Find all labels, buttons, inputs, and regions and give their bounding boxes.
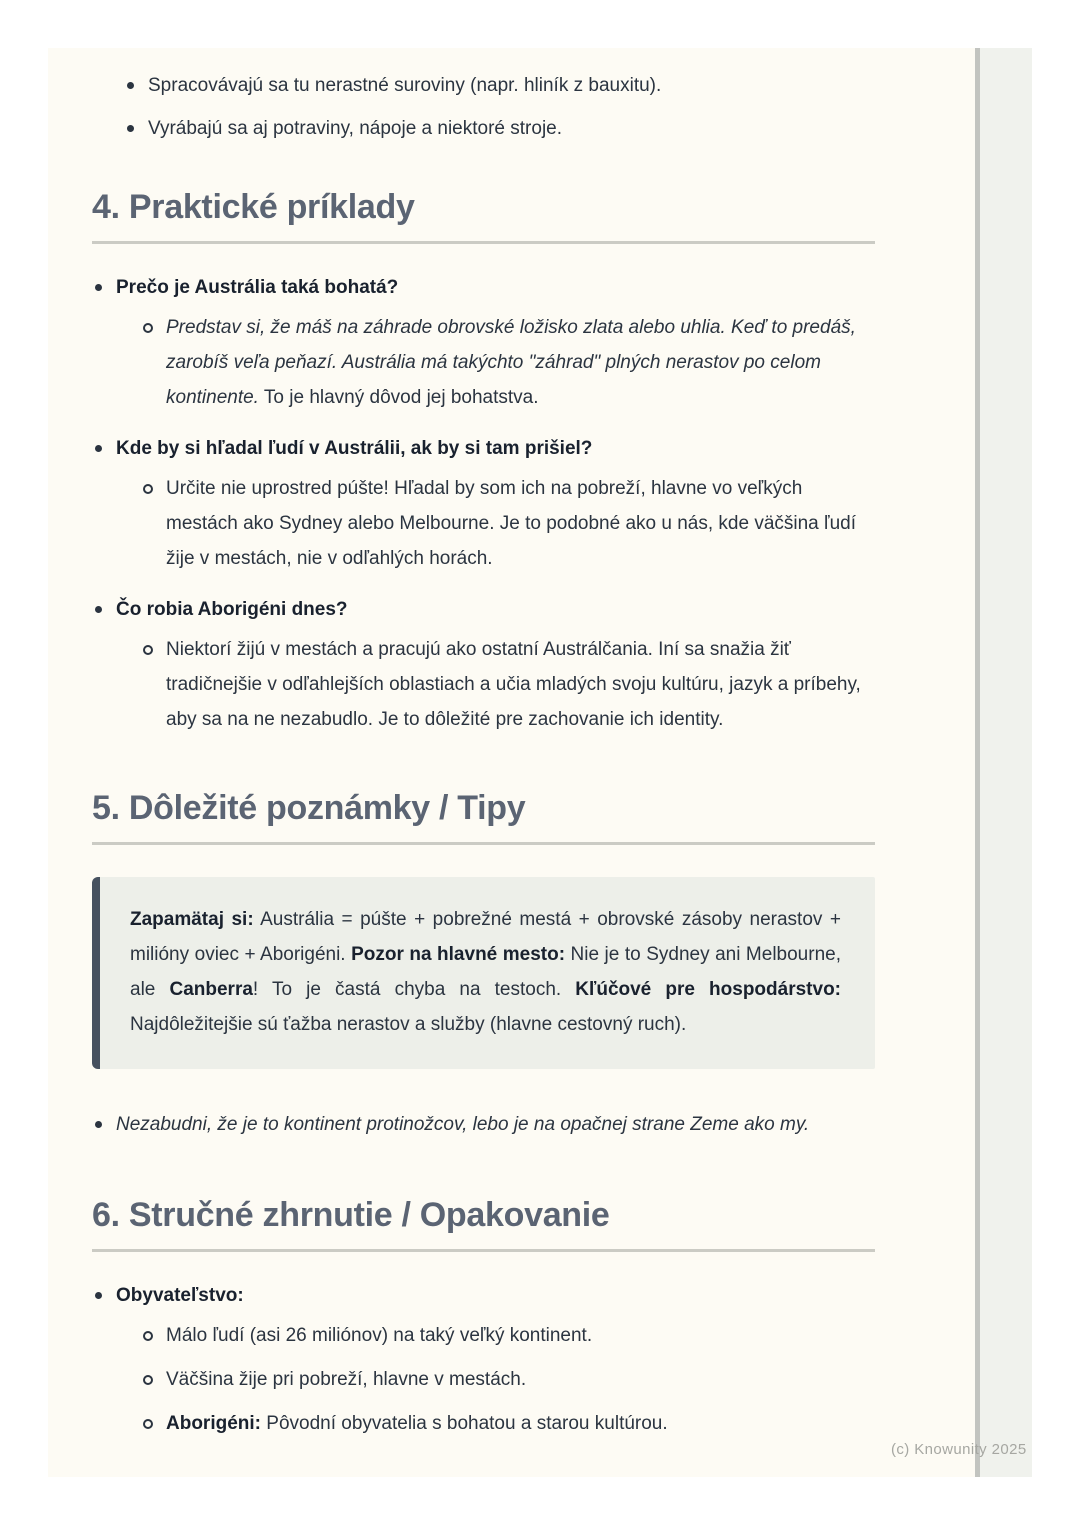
callout-segment: Najdôležitejšie sú ťažba nerastov a služby (hlavne cestovný ruch). bbox=[130, 1014, 687, 1035]
summary-sub-item bbox=[140, 1362, 875, 1397]
callout-segment: Zapamätaj si: bbox=[130, 909, 254, 930]
callout-segment: Nie je to Sydney ani Melbourne, ale bbox=[130, 944, 841, 1000]
note-list bbox=[92, 1107, 875, 1142]
section-divider bbox=[92, 241, 875, 244]
section-heading-practical: 4. Praktické príklady bbox=[92, 188, 415, 226]
section-heading-tips: 5. Dôležité poznámky / Tipy bbox=[92, 789, 526, 827]
document-content bbox=[48, 48, 975, 1441]
section-divider bbox=[92, 1249, 875, 1252]
summary-sub-text: Málo ľudí (asi 26 miliónov) na taký veľký kontinent. bbox=[166, 1325, 593, 1346]
qa-list bbox=[92, 270, 875, 737]
intro-list bbox=[124, 68, 875, 146]
answer-list bbox=[140, 310, 875, 415]
answer-italic-text: Predstav si, že máš na záhrade obrovské ložisko zlata alebo uhlia. Keď to predáš, zarobíš veľa peňazí. Austrália má takýchto "záhrad" plných nerastov po celom kontinente. bbox=[166, 317, 856, 408]
summary-sub-item bbox=[140, 1318, 875, 1353]
summary-list bbox=[92, 1278, 875, 1441]
question-text: Čo robia Aborigéni dnes? bbox=[116, 599, 348, 620]
intro-item-text: Vyrábajú sa aj potraviny, nápoje a niektoré stroje. bbox=[148, 118, 563, 139]
answer-list bbox=[140, 632, 875, 737]
question-item bbox=[92, 431, 875, 576]
intro-item-text: Spracovávajú sa tu nerastné suroviny (napr. hliník z bauxitu). bbox=[148, 75, 662, 96]
note-item bbox=[92, 1107, 875, 1142]
summary-sub-lead: Aborigéni: bbox=[166, 1413, 261, 1434]
summary-sub-item bbox=[140, 1406, 875, 1441]
answer-item bbox=[140, 632, 875, 737]
section-heading-summary: 6. Stručné zhrnutie / Opakovanie bbox=[92, 1196, 610, 1234]
callout-segment: Pozor na hlavné mesto: bbox=[351, 944, 566, 965]
summary-sub-text: Väčšina žije pri pobreží, hlavne v mestách. bbox=[166, 1369, 527, 1390]
summary-group-label: Obyvateľstvo: bbox=[116, 1285, 244, 1306]
answer-item bbox=[140, 471, 875, 576]
question-text: Kde by si hľadal ľudí v Austrálii, ak by si tam prišiel? bbox=[116, 438, 593, 459]
answer-list bbox=[140, 471, 875, 576]
list-item bbox=[124, 111, 875, 146]
question-text: Prečo je Austrália taká bohatá? bbox=[116, 277, 399, 298]
list-item bbox=[124, 68, 875, 103]
question-item bbox=[92, 592, 875, 737]
tips-callout bbox=[92, 877, 875, 1069]
answer-item bbox=[140, 310, 875, 415]
callout-segment: ! To je častá chyba na testoch. bbox=[252, 979, 576, 1000]
question-item bbox=[92, 270, 875, 415]
callout-segment: Kľúčové pre hospodárstvo: bbox=[575, 979, 842, 1000]
document-page bbox=[48, 48, 975, 1477]
watermark: (c) Knowunity 2025 bbox=[891, 1441, 1027, 1458]
answer-text: Určite nie uprostred púšte! Hľadal by som ich na pobreží, hlavne vo veľkých mestách ako Sydney alebo Melbourne. Je to podobné ako u nás, kde väčšina ľudí žije v mestách, nie v odľahlých horách. bbox=[166, 478, 856, 569]
answer-normal-text: To je hlavný dôvod jej bohatstva. bbox=[258, 387, 539, 408]
callout-segment: Austrália = púšte + pobrežné mestá + obrovské zásoby nerastov + milióny oviec + Aborigéni. bbox=[130, 909, 841, 965]
next-page-edge bbox=[980, 48, 1032, 1477]
section-divider bbox=[92, 842, 875, 845]
summary-sub-text: Pôvodní obyvatelia s bohatou a starou kultúrou. bbox=[261, 1413, 668, 1434]
summary-group-item bbox=[92, 1278, 875, 1441]
summary-sub-list bbox=[140, 1318, 875, 1441]
answer-text: Niektorí žijú v mestách a pracujú ako ostatní Austrálčania. Iní sa snažia žiť tradičnejšie v odľahlejších oblastiach a učia mladých svoju kultúru, jazyk a príbehy, aby sa na ne nezabudlo. Je to dôležité pre zachovanie ich identity. bbox=[166, 639, 861, 730]
callout-segment: Canberra bbox=[169, 979, 253, 1000]
note-italic-text: Nezabudni, že je to kontinent protinožcov, lebo je na opačnej strane Zeme ako my. bbox=[116, 1114, 810, 1135]
